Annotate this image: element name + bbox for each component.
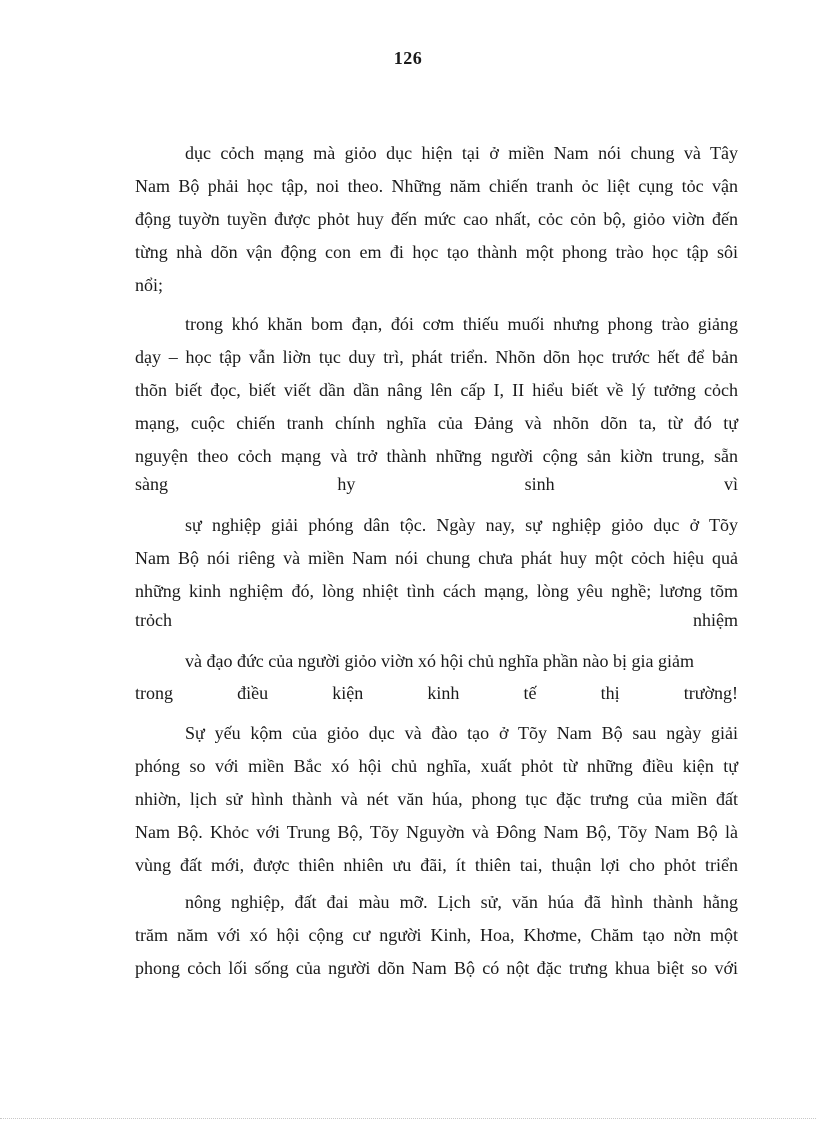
text-line: Nam Bộ. Khỏc với Trung Bộ, Tõy Nguyờn và Đông Nam Bộ, Tõy Nam Bộ là — [135, 822, 738, 842]
footer-divider — [0, 1118, 816, 1119]
text-line: dạy – học tập vẫn liờn tục duy trì, phát triển. Nhõn dõn học trước hết để bản — [135, 347, 738, 367]
text-line: Nam Bộ nói riêng và miền Nam nói chung chưa phát huy một cỏch hiệu quả — [135, 548, 738, 568]
text-line: Sự yếu kộm của giỏo dục và đào tạo ở Tõy Nam Bộ sau ngày giải — [185, 723, 738, 743]
text-line: từng nhà dõn vận động con em đi học tạo thành một phong trào học tập sôi — [135, 242, 738, 262]
text-line: động tuyờn tuyền được phỏt huy đến mức cao nhất, cỏc cỏn bộ, giỏo viờn đến — [135, 209, 738, 229]
text-line: trăm năm với xó hội cộng cư người Kinh, Hoa, Khơme, Chăm tạo nờn một — [135, 925, 738, 945]
text-line: vùng đất mới, được thiên nhiên ưu đãi, ít thiên tai, thuận lợi cho phỏt triển — [135, 855, 738, 875]
text-line: sự nghiệp giải phóng dân tộc. Ngày nay, sự nghiệp giỏo dục ở Tõy — [185, 515, 738, 535]
text-line: nhiờn, lịch sử hình thành và nét văn húa, phong tục đặc trưng của miền đất — [135, 789, 738, 809]
text-line: và đạo đức của người giỏo viờn xó hội chủ nghĩa phần nào bị gia giảm — [185, 651, 694, 671]
text-line: trỏch nhiệm — [135, 610, 738, 630]
text-line: thõn biết đọc, biết viết dần dần nâng lên cấp I, II hiểu biết về lý tưởng cỏch — [135, 380, 738, 400]
text-line: mạng, cuộc chiến tranh chính nghĩa của Đảng và nhõn dõn ta, từ đó tự — [135, 413, 738, 433]
text-line: nổi; — [135, 275, 164, 295]
text-line: trong khó khăn bom đạn, đói cơm thiếu muối nhưng phong trào giảng — [185, 314, 738, 334]
text-line: Nam Bộ phải học tập, noi theo. Những năm chiến tranh ỏc liệt cụng tỏc vận — [135, 176, 738, 196]
text-line: nguyện theo cỏch mạng và trở thành những người cộng sản kiờn trung, sẵn — [135, 446, 738, 466]
text-line: dục cỏch mạng mà giỏo dục hiện tại ở miền Nam nói chung và Tây — [185, 143, 738, 163]
text-line: phong cỏch lối sống của người dõn Nam Bộ có nột đặc trưng khua biệt so với — [135, 958, 738, 978]
text-line: những kinh nghiệm đó, lòng nhiệt tình cách mạng, lòng yêu nghề; lương tõm — [135, 581, 738, 601]
text-line: trong điều kiện kinh tế thị trường! — [135, 683, 738, 703]
text-line: nông nghiệp, đất đai màu mỡ. Lịch sử, văn húa đã hình thành hằng — [185, 892, 738, 912]
text-line: sàng hy sinh vì — [135, 474, 738, 494]
text-line: phóng so với miền Bắc xó hội chủ nghĩa, xuất phỏt từ những điều kiện tự — [135, 756, 738, 776]
page-number: 126 — [393, 48, 423, 68]
